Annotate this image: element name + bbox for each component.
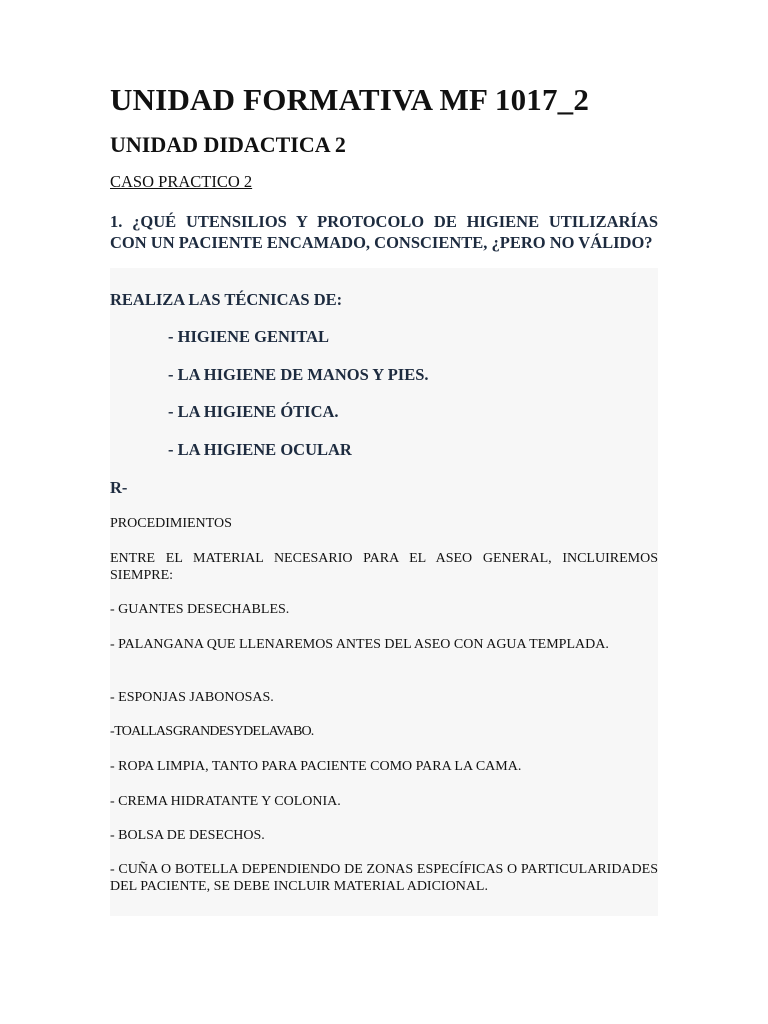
material-item: - GUANTES DESECHABLES.	[110, 602, 290, 617]
material-item: - CREMA HIDRATANTE Y COLONIA.	[110, 794, 341, 809]
technique-item: - LA HIGIENE DE MANOS Y PIES.	[168, 365, 429, 384]
material-item: - TOALLAS GRANDES Y DE LAVABO.	[110, 724, 314, 739]
techniques-heading: REALIZA LAS TÉCNICAS DE:	[110, 290, 343, 309]
technique-item: - LA HIGIENE OCULAR	[168, 440, 352, 459]
material-item: - PALANGANA QUE LLENAREMOS ANTES DEL ASEO CON AGUA TEMPLADA.	[110, 637, 609, 652]
question-text: 1. ¿QUÉ UTENSILIOS Y PROTOCOLO DE HIGIENE UTILIZARÍAS CON UN PACIENTE ENCAMADO, CONSCIENTE, ¿PERO NO VÁLIDO?	[110, 212, 658, 252]
unit-subtitle: UNIDAD DIDACTICA 2	[110, 132, 346, 157]
material-item: - ESPONJAS JABONOSAS.	[110, 690, 274, 705]
material-item: - ROPA LIMPIA, TANTO PARA PACIENTE COMO PARA LA CAMA.	[110, 759, 522, 774]
technique-item: - HIGIENE GENITAL	[168, 327, 330, 346]
materials-intro: ENTRE EL MATERIAL NECESARIO PARA EL ASEO GENERAL, INCLUIREMOS SIEMPRE:	[110, 551, 658, 583]
case-heading: CASO PRACTICO 2	[110, 172, 253, 191]
material-item: - CUÑA O BOTELLA DEPENDIENDO DE ZONAS ESPECÍFICAS O PARTICULARIDADES DEL PACIENTE, SE DEBE INCLUIR MATERIAL ADICIONAL.	[110, 862, 658, 894]
answer-label: R-	[110, 478, 128, 497]
procedures-heading: PROCEDIMIENTOS	[110, 516, 232, 531]
material-item: - BOLSA DE DESECHOS.	[110, 828, 265, 843]
technique-item: - LA HIGIENE ÓTICA.	[168, 402, 339, 421]
document-title: UNIDAD FORMATIVA MF 1017_2	[110, 82, 590, 117]
